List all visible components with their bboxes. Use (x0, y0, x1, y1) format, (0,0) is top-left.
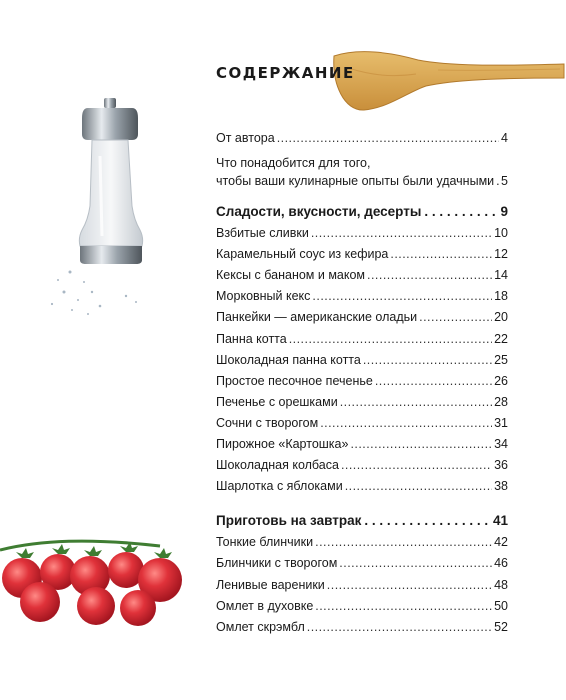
toc-entry-label: Сочни с творогом (216, 415, 319, 430)
toc-leader (363, 353, 492, 367)
toc-entry[interactable] (216, 332, 508, 353)
toc-page-number: 36 (494, 458, 508, 473)
toc-page-number: 52 (494, 619, 508, 634)
toc-entry[interactable] (216, 226, 508, 247)
toc-entry-label: Тонкие блинчики (216, 535, 314, 550)
toc-section-heading[interactable] (216, 513, 508, 535)
toc-page-number: 4 (501, 131, 508, 145)
toc-leader (390, 247, 492, 261)
toc-page-number: 18 (494, 289, 508, 304)
page-title: СОДЕРЖАНИЕ (216, 64, 355, 82)
toc-leader (339, 556, 492, 570)
toc-leader (277, 131, 499, 145)
toc-leader (367, 268, 492, 282)
toc-entry[interactable] (216, 599, 508, 620)
toc-leader (289, 332, 492, 346)
toc-page-number: 9 (500, 204, 508, 220)
toc-entry-label: Шоколадная панна котта (216, 352, 361, 367)
toc-entry[interactable] (216, 416, 508, 437)
toc-entry[interactable] (216, 374, 508, 395)
toc-leader (307, 620, 492, 634)
toc-page-number: 34 (494, 437, 508, 452)
toc-leader (364, 513, 490, 528)
toc-leader (311, 226, 492, 240)
toc-entry-label: Омлет в духовке (216, 598, 314, 613)
toc-entry-label: Простое песочное печенье (216, 373, 373, 388)
toc-leader (496, 172, 499, 190)
toc-page-number: 28 (494, 394, 508, 409)
toc-page-number: 5 (501, 174, 508, 189)
toc-leader (327, 578, 492, 592)
toc-entry-label: Панкейки — американские оладьи (216, 310, 418, 325)
toc-entry-label: Шоколадная колбаса (216, 458, 339, 473)
salt-mill-illustration (40, 96, 150, 320)
toc-page-number: 12 (494, 247, 508, 262)
toc-entry-label: Взбитые сливки (216, 226, 309, 241)
toc-entry-label: Ленивые вареники (216, 577, 325, 592)
toc-leader (340, 395, 492, 409)
section-spacer (216, 500, 508, 509)
toc-entry-label: Панна котта (216, 331, 287, 346)
toc-page-number: 26 (494, 373, 508, 388)
toc-entry-label: От автора (216, 131, 275, 145)
toc-entry-label-continued: чтобы ваши кулинарные опыты были удачными (216, 174, 495, 189)
toc-leader (315, 535, 492, 549)
toc-leader (312, 289, 492, 303)
toc-page-number: 50 (494, 598, 508, 613)
toc-entry[interactable] (216, 131, 508, 152)
toc-page-number: 48 (494, 577, 508, 592)
toc-entry[interactable] (216, 458, 508, 479)
table-of-contents (216, 131, 508, 641)
toc-entry-label: Что понадобится для того, (216, 156, 371, 171)
toc-leader (375, 374, 492, 388)
toc-page-number: 10 (494, 226, 508, 241)
toc-entry-label: Кексы с бананом и маком (216, 268, 366, 283)
toc-page-number: 20 (494, 310, 508, 325)
toc-leader (419, 310, 492, 324)
toc-page-number: 42 (494, 535, 508, 550)
toc-page-number: 31 (494, 415, 508, 430)
toc-page-number: 46 (494, 556, 508, 571)
toc-page-number: 14 (494, 268, 508, 283)
toc-entry[interactable] (216, 479, 508, 500)
toc-entry[interactable] (216, 289, 508, 310)
toc-leader (320, 416, 492, 430)
toc-entry[interactable] (216, 556, 508, 577)
toc-leader (424, 204, 497, 219)
toc-page-number: 41 (492, 513, 508, 529)
toc-entry-label: Морковный кекс (216, 289, 311, 304)
toc-leader (341, 458, 492, 472)
toc-entry-label: Карамельный соус из кефира (216, 247, 389, 262)
toc-entry-label: Шарлотка с яблоками (216, 479, 343, 494)
toc-leader (345, 479, 492, 493)
toc-page-number: 25 (494, 352, 508, 367)
toc-entry[interactable] (216, 154, 508, 194)
toc-section-title: Приготовь на завтрак (216, 513, 362, 529)
toc-leader (350, 437, 492, 451)
toc-entry[interactable] (216, 578, 508, 599)
toc-entry[interactable] (216, 395, 508, 416)
toc-entry[interactable] (216, 247, 508, 268)
wooden-spatula-illustration (328, 44, 566, 116)
toc-entry[interactable] (216, 268, 508, 289)
toc-entry[interactable] (216, 437, 508, 458)
toc-entry[interactable] (216, 353, 508, 374)
toc-entry-label: Пирожное «Картошка» (216, 437, 349, 452)
toc-entry-label: Омлет скрэмбл (216, 619, 305, 634)
toc-section-title: Сладости, вкусности, десерты (216, 204, 422, 220)
toc-page-number: 22 (494, 331, 508, 346)
toc-entry[interactable] (216, 620, 508, 641)
toc-entry[interactable] (216, 310, 508, 331)
toc-entry-label: Печенье с орешками (216, 394, 338, 409)
toc-page-number: 38 (494, 479, 508, 494)
toc-section-heading[interactable] (216, 204, 508, 226)
toc-entry[interactable] (216, 535, 508, 556)
cherry-tomatoes-illustration (0, 520, 200, 630)
toc-leader (315, 599, 492, 613)
toc-entry-label: Блинчики с творогом (216, 556, 338, 571)
